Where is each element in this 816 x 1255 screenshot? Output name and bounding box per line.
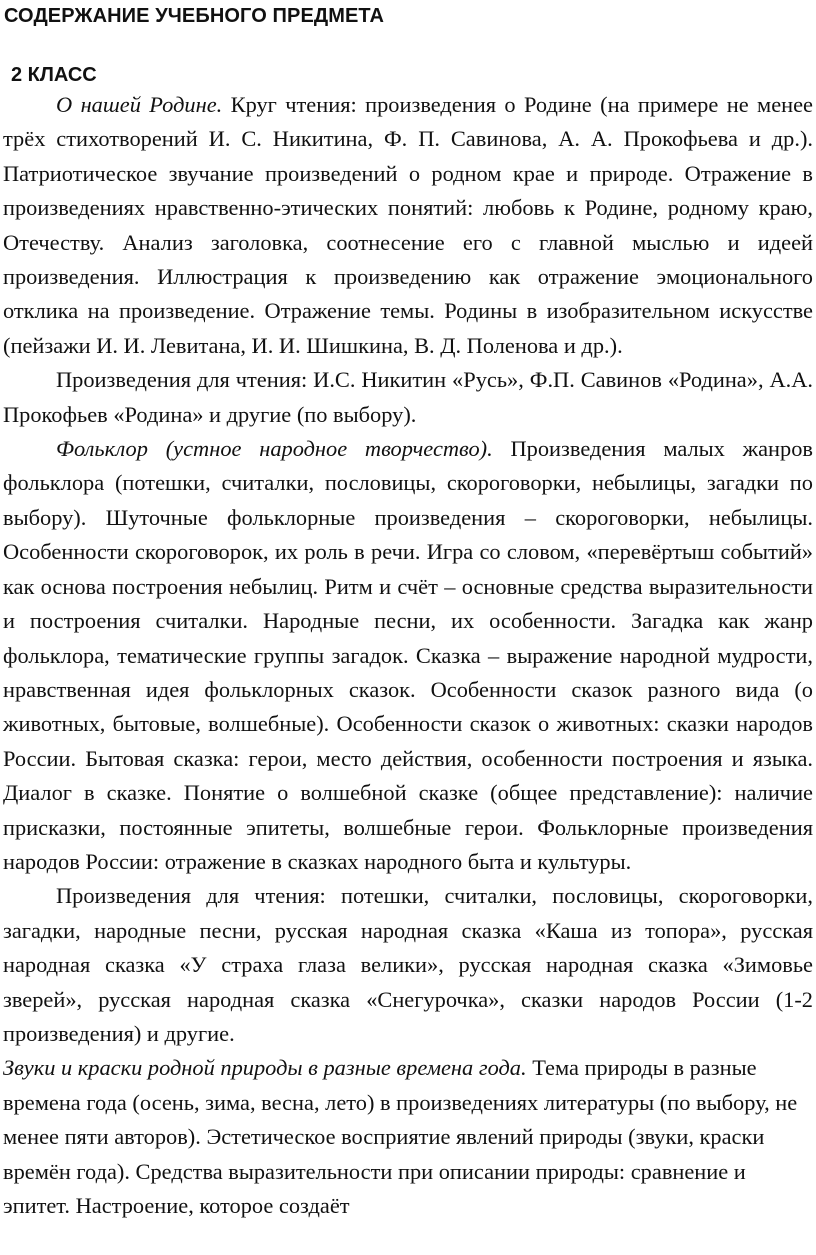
paragraph-homeland	[3, 88, 813, 363]
paragraph-text: Произведения малых жанров фольклора (потешки, считалки, пословицы, скороговорки, небылицы, загадки по выбору). Шуточные фольклорные произведения – скороговорки, небылицы. Особенности скороговорок, их роль в речи. Игра со словом, «перевёртыш событий» как основа построения небылиц. Ритм и счёт – основные средства выразительности и построения считалки. Народные песни, их особенности. Загадка как жанр фольклора, тематические группы загадок. Сказка – выражение народной мудрости, нравственная идея фольклорных сказок. Особенности сказок разного вида (о животных, бытовые, волшебные). Особенности сказок о животных: сказки народов России. Бытовая сказка: герои, место действия, особенности построения и языка. Диалог в сказке. Понятие о волшебной сказке (общее представление): наличие присказки, постоянные эпитеты, волшебные герои. Фольклорные произведения народов России: отражение в сказках народного быта и культуры.	[3, 436, 813, 874]
paragraph-text: Круг чтения: произведения о Родине (на примере не менее трёх стихотворений И. С. Никитина, Ф. П. Савинова, А. А. Прокофьева и др.). Патриотическое звучание произведений о родном крае и природе. Отражение в произведениях нравственно-этических понятий: любовь к Родине, родному краю, Отечеству. Анализ заголовка, соотнесение его с главной мыслью и идеей произведения. Иллюстрация к произведению как отражение эмоционального отклика на произведение. Отражение темы. Родины в изобразительном искусстве (пейзажи И. И. Левитана, И. И. Шишкина, В. Д. Поленова и др.).	[3, 92, 813, 358]
paragraph-lead: Фольклор (устное народное творчество).	[56, 436, 493, 462]
paragraph-nature	[3, 1051, 813, 1223]
paragraph-text: Произведения для чтения: И.С. Никитин «Русь», Ф.П. Савинов «Родина», А.А. Прокофьев «Родина» и другие (по выбору).	[3, 367, 813, 427]
paragraph-lead: О нашей Родине.	[56, 92, 223, 117]
paragraph-text: Произведения для чтения: потешки, считалки, пословицы, скороговорки, загадки, народные песни, русская народная сказка «Каша из топора», русская народная сказка «У страха глаза велики», русская народная сказка «Зимовье зверей», русская народная сказка «Снегурочка», сказки народов России (1-2 произведения) и другие.	[3, 883, 813, 1046]
paragraph-folklore	[3, 432, 813, 879]
grade-heading: 2 КЛАСС	[11, 64, 97, 86]
paragraph-homeland-readings	[3, 363, 813, 432]
paragraph-text: Тема природы в разные времена года (осень, зима, весна, лето) в произведениях литературы (по выбору, не менее пяти авторов). Эстетическое восприятие явлений природы (звуки, краски времён года). Средства выразительности при описании природы: сравнение и эпитет. Настроение, которое создаёт	[3, 1055, 798, 1218]
document-body	[3, 88, 813, 1223]
paragraph-lead: Звуки и краски родной природы в разные времена года.	[3, 1055, 527, 1081]
paragraph-folklore-readings	[3, 879, 813, 1051]
page-title: СОДЕРЖАНИЕ УЧЕБНОГО ПРЕДМЕТА	[4, 5, 385, 27]
